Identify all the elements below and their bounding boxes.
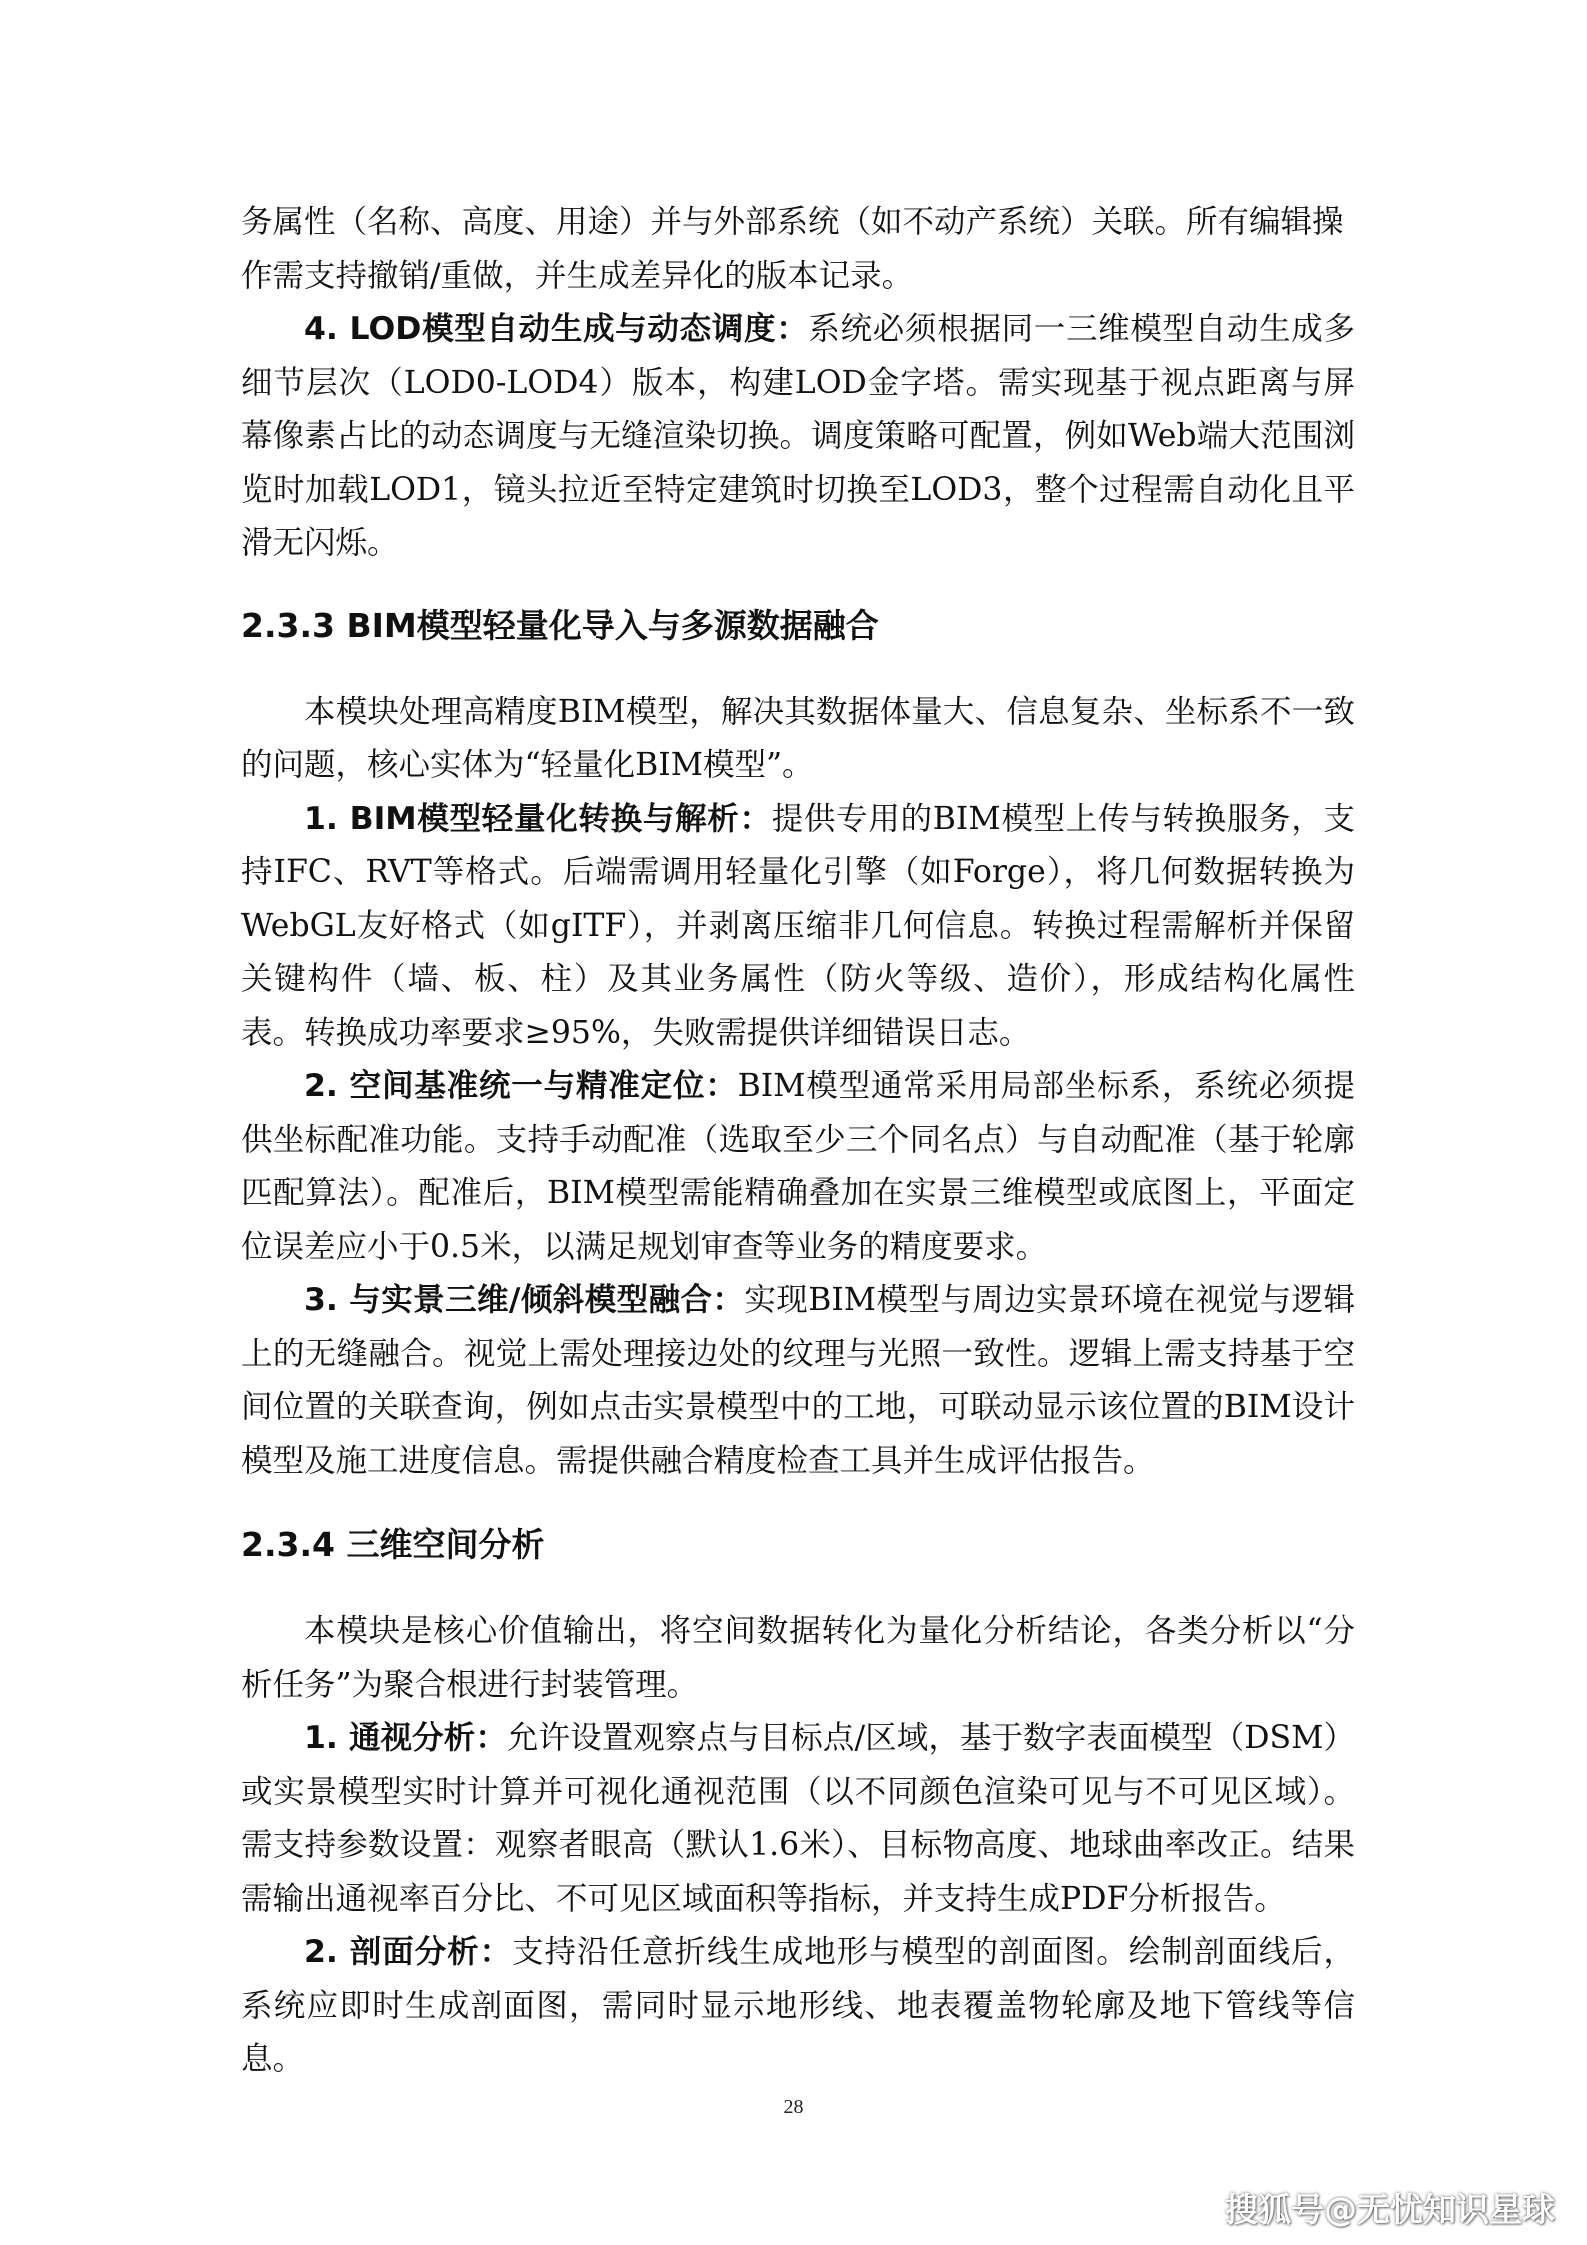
intro-line-1: 务属性（名称、高度、用途）并与外部系统（如不动产系统）关联。所有编辑操 bbox=[241, 204, 1344, 240]
lod-item bbox=[241, 303, 1355, 571]
spatial-reference-text: BIM模型通常采用局部坐标系，系统必须提供坐标配准功能。支持手动配准（选取至少三个同名点）与自动配准（基于轮廓匹配算法）。配准后，BIM模型需能精确叠加在实景三维模型或底图上，平面定位误差应小于0.5米，以满足规划审查等业务的精度要求。 bbox=[241, 1068, 1355, 1265]
page-number: 28 bbox=[783, 2096, 804, 2118]
section-2-3-4-heading: 2.3.4 三维空间分析 bbox=[241, 1525, 545, 1564]
section-2-3-3-intro: 本模块处理高精度BIM模型，解决其数据体量大、信息复杂、坐标系不一致的问题，核心实体为“轻量化BIM模型”。 bbox=[241, 693, 1355, 783]
reality-fusion-item bbox=[241, 1274, 1355, 1488]
visibility-analysis-label: 1. 通视分析： bbox=[304, 1720, 507, 1756]
section-2-3-3-heading: 2.3.3 BIM模型轻量化导入与多源数据融合 bbox=[241, 605, 879, 645]
section-2-3-4-intro: 本模块是核心价值输出，将空间数据转化为量化分析结论，各类分析以“分析任务”为聚合根进行封装管理。 bbox=[241, 1613, 1355, 1703]
spatial-reference-label: 2. 空间基准统一与精准定位： bbox=[304, 1068, 738, 1104]
watermark: 搜狐号@无忧知识星球 bbox=[1225, 2190, 1555, 2229]
spatial-reference-item bbox=[241, 1060, 1355, 1274]
profile-analysis-text: 支持沿任意折线生成地形与模型的剖面图。绘制剖面线后，系统应即时生成剖面图，需同时显示地形线、地表覆盖物轮廓及地下管线等信息。 bbox=[241, 1934, 1355, 2077]
lod-item-text: 系统必须根据同一三维模型自动生成多细节层次（LOD0-LOD4）版本，构建LOD金字塔。需实现基于视点距离与屏幕像素占比的动态调度与无缝渲染切换。调度策略可配置，例如Web端大范围浏览时加载LOD1，镜头拉近至特定建筑时切换至LOD3，整个过程需自动化且平滑无闪烁。 bbox=[241, 311, 1355, 561]
reality-fusion-text: 实现BIM模型与周边实景环境在视觉与逻辑上的无缝融合。视觉上需处理接边处的纹理与光照一致性。逻辑上需支持基于空间位置的关联查询，例如点击实景模型中的工地，可联动显示该位置的BIM设计模型及施工进度信息。需提供融合精度检查工具并生成评估报告。 bbox=[241, 1282, 1355, 1479]
bim-conversion-text: 提供专用的BIM模型上传与转换服务，支持IFC、RVT等格式。后端需调用轻量化引擎（如Forge），将几何数据转换为WebGL友好格式（如gITF），并剥离压缩非几何信息。转换过程需解析并保留关键构件（墙、板、柱）及其业务属性（防火等级、造价），形成结构化属性表。转换成功率要求≥95%，失败需提供详细错误日志。 bbox=[241, 800, 1355, 1051]
bim-conversion-label: 1. BIM模型轻量化转换与解析： bbox=[304, 800, 772, 837]
intro-line-2: 作需支持撤销/重做，并生成差异化的版本记录。 bbox=[241, 257, 914, 294]
bim-conversion-item bbox=[241, 793, 1355, 1061]
profile-analysis-label: 2. 剖面分析： bbox=[304, 1934, 513, 1970]
profile-analysis-item bbox=[241, 1926, 1355, 2087]
visibility-analysis-item bbox=[241, 1712, 1355, 1926]
visibility-analysis-text: 允许设置观察点与目标点/区域，基于数字表面模型（DSM）或实景模型实时计算并可视化通视范围（以不同颜色渲染可见与不可见区域）。需支持参数设置：观察者眼高（默认1.6米）、目标物高度、地球曲率改正。结果需输出通视率百分比、不可见区域面积等指标，并支持生成PDF分析报告。 bbox=[241, 1720, 1355, 1917]
lod-item-label: 4. LOD模型自动生成与动态调度： bbox=[304, 311, 809, 347]
reality-fusion-label: 3. 与实景三维/倾斜模型融合： bbox=[304, 1282, 745, 1318]
page-content bbox=[241, 196, 1355, 2087]
